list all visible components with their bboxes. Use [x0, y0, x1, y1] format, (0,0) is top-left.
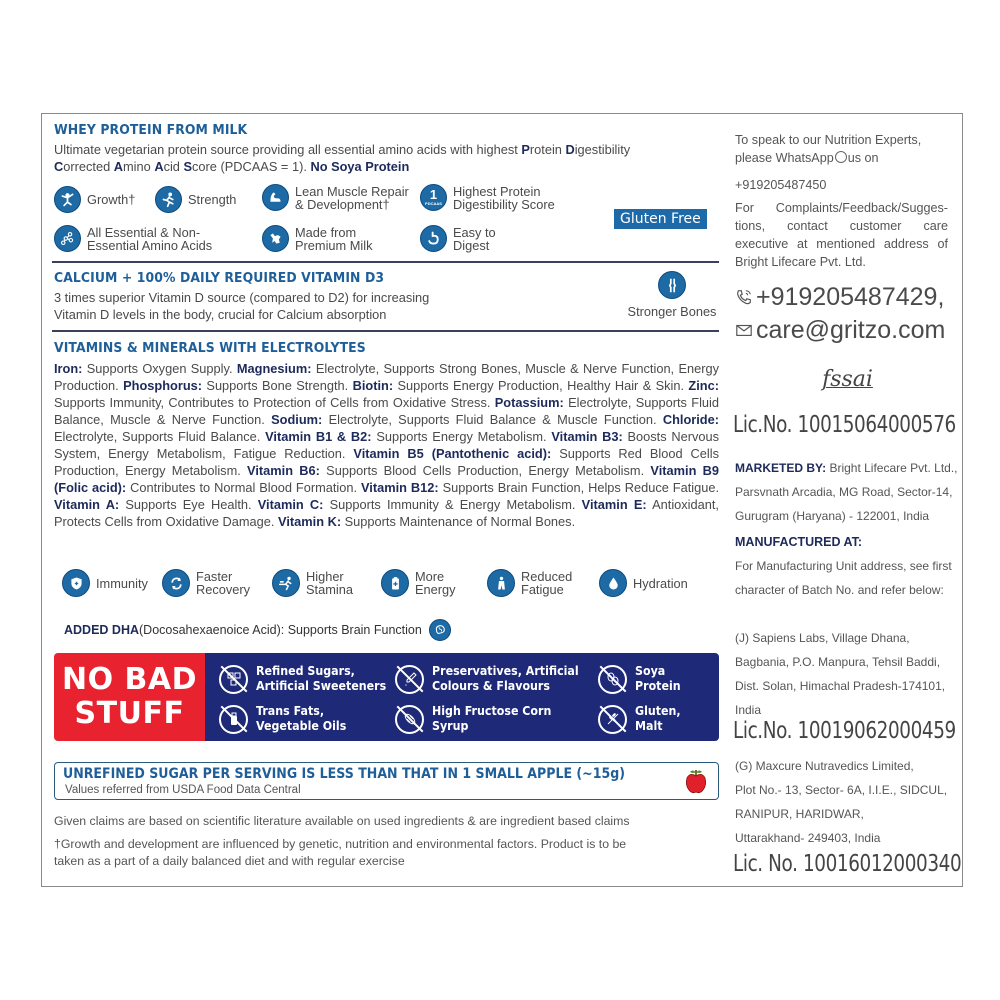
manufacturing-intro: For Manufacturing Unit address, see first character of Batch No. and refer below:	[735, 559, 952, 597]
nutrient-name: Vitamin B5 (Pantothenic acid):	[353, 446, 552, 461]
desc-letter: A	[154, 159, 164, 174]
benefit-label	[306, 570, 353, 596]
dha-text: (Docosahexaenoice Acid): Supports Brain Function	[139, 623, 422, 637]
excluded-preservatives	[395, 664, 595, 694]
badge-label	[295, 185, 409, 211]
email-icon	[735, 321, 753, 339]
badge-easy-digest	[420, 225, 496, 252]
nutrient-name: Vitamin A:	[54, 497, 120, 512]
badge-strength	[155, 186, 236, 213]
address-line: Plot No.- 13, Sector- 6A, I.I.E., SIDCUL,	[735, 783, 948, 797]
label-line: Colours & Flavours	[432, 679, 550, 693]
label-line: Vegetable Oils	[256, 719, 347, 733]
phone-icon	[735, 288, 753, 306]
excluded-label	[256, 704, 346, 734]
milk-icon	[262, 225, 289, 252]
badge-label	[87, 226, 212, 252]
nutrient-text: Electrolyte, Supports Fluid Balance.	[54, 429, 266, 444]
claims-disclaimer: Given claims are based on scientific literature available on used ingredients & are ingredient based claims	[54, 814, 630, 828]
wheat-icon	[598, 705, 627, 734]
label-line: Immunity	[96, 575, 148, 591]
benefit-label	[415, 570, 456, 596]
sugar-comparison-box	[54, 762, 719, 800]
marketed-by	[735, 456, 965, 528]
excluded-corn-syrup	[395, 704, 565, 734]
label-line: Fatigue	[521, 582, 564, 597]
title-line: NO BAD	[61, 662, 198, 697]
marketed-by-address: Bright Lifecare Pvt. Ltd., Parsvnath Arcadia, MG Road, Sector-14, Gurugram (Haryana) - 122001, India	[735, 461, 958, 523]
label-line: More	[415, 569, 445, 584]
manufacturing-unit-g	[735, 754, 965, 850]
section-divider	[52, 330, 719, 332]
nutrient-text: Supports Immunity & Energy Metabolism.	[323, 497, 582, 512]
pdcaas-number: 1	[429, 187, 438, 202]
nutrient-name: Vitamin K:	[278, 514, 342, 529]
recovery-icon	[162, 569, 190, 597]
customer-care-email[interactable]	[735, 315, 945, 345]
desc-text: orrected	[63, 159, 114, 174]
nutrient-name: Vitamin B1 & B2:	[265, 429, 372, 444]
excluded-label	[635, 664, 681, 694]
badge-label: Stronger Bones	[627, 304, 717, 319]
desc-text: cid	[163, 159, 184, 174]
nutrient-text: Antioxidant, Protects Cells from Oxidative Damage.	[54, 497, 719, 529]
badge-growth	[54, 186, 135, 213]
desc-letter: A	[113, 159, 124, 174]
no-bad-stuff-title	[54, 653, 205, 741]
nutrient-text: Supports Energy Production, Healthy Hair & Skin.	[393, 378, 689, 393]
label-line: Stamina	[306, 582, 353, 597]
label-line: Gluten,	[635, 704, 681, 718]
marketed-by-label: MARKETED BY:	[735, 461, 827, 475]
label-line: Highest Protein	[453, 183, 541, 199]
sugar-comparison-title: UNREFINED SUGAR PER SERVING IS LESS THAN THAT IN 1 SMALL APPLE (~15g)	[63, 766, 625, 782]
growth-footnote: †Growth and development are influenced by genetic, nutrition and environmental factors. Product is to be taken as a part of a daily balanced diet and with regular exercise	[54, 837, 627, 868]
benefit-more-energy	[381, 569, 456, 597]
growth-icon	[54, 186, 81, 213]
runner-icon	[272, 569, 300, 597]
nutrient-name: Vitamin B3:	[551, 429, 623, 444]
excluded-refined-sugars	[219, 664, 401, 694]
nutrient-text: Electrolyte, Supports Fluid Balance, Muscle & Nerve Function.	[54, 395, 720, 427]
phone-number: +919205487429,	[756, 283, 945, 311]
benefit-reduced-fatigue	[487, 569, 572, 597]
label-line: & Development†	[295, 196, 390, 212]
badge-premium-milk	[262, 225, 373, 252]
stronger-bones-badge	[617, 271, 727, 319]
pdcaas-text: PDCAAS	[425, 201, 442, 206]
nutrient-text: Supports Eye Health.	[119, 497, 258, 512]
sugar-cubes-icon	[219, 665, 248, 694]
fssai-license-number: Lic.No. 10015064000576	[733, 412, 956, 438]
desc-line: Vitamin D levels in the body, crucial for Calcium absorption	[54, 307, 387, 322]
whey-description	[54, 141, 719, 175]
nutrient-name: Potassium:	[494, 395, 564, 410]
nutrient-text: Electrolyte, Supports Fluid Balance & Muscle Function.	[322, 412, 663, 427]
nutrient-name: Magnesium:	[236, 361, 312, 376]
pdcaas-icon	[420, 184, 447, 211]
label-line: Artificial Sweeteners	[256, 679, 387, 693]
muscle-icon	[262, 184, 289, 211]
badge-label	[295, 226, 373, 252]
gluten-free-badge: Gluten Free	[614, 209, 707, 229]
desc-letter: C	[54, 159, 64, 174]
nutrient-name: Phosphorus:	[123, 378, 203, 393]
label-line: Essential Amino Acids	[87, 237, 213, 253]
nutrient-text: Boosts Nervous System, Energy Metabolism, Fatigue Reduction.	[54, 429, 720, 461]
nutrient-name: Iron:	[54, 361, 83, 376]
label-line: Trans Fats,	[256, 704, 325, 718]
label-line: Preservatives, Artificial	[432, 664, 579, 678]
badge-amino-acids	[54, 225, 212, 252]
label-line: Made from	[295, 224, 357, 240]
corn-icon	[395, 705, 424, 734]
label-line: Higher	[306, 569, 344, 584]
label-line: Energy	[415, 582, 456, 597]
manufacturing-unit-j: (J) Sapiens Labs, Village Dhana, Bagbania, P.O. Manpura, Tehsil Baddi, Dist. Solan, Himachal Pradesh-174101, India	[735, 631, 946, 717]
address-line: RANIPUR, HARIDWAR,	[735, 807, 864, 821]
label-line: Premium Milk	[295, 237, 373, 253]
label-line: Protein	[635, 679, 681, 693]
label-line: Easy to	[453, 224, 496, 240]
nutrient-text: Supports Bone Strength.	[202, 378, 353, 393]
dropper-icon	[395, 665, 424, 694]
excluded-gluten-malt	[598, 704, 686, 734]
strength-icon	[155, 186, 182, 213]
nutrient-name: Sodium:	[271, 412, 323, 427]
benefit-label	[96, 577, 148, 590]
desc-letter: D	[565, 142, 575, 157]
nutrient-text: Electrolyte, Supports Strong Bones, Muscle & Nerve Function, Energy Production.	[54, 361, 719, 393]
oil-bottle-icon	[219, 705, 248, 734]
water-drop-icon	[599, 569, 627, 597]
amino-acids-icon	[54, 225, 81, 252]
bone-joint-icon	[658, 271, 686, 299]
desc-letter: S	[183, 159, 193, 174]
no-bad-stuff-banner	[54, 653, 719, 741]
badge-label: Strength	[188, 192, 237, 207]
no-soya-protein: No Soya Protein	[310, 159, 410, 174]
nutrient-name: Vitamin C:	[257, 497, 324, 512]
excluded-label	[256, 664, 386, 694]
badge-label	[453, 185, 555, 211]
excluded-label	[432, 664, 579, 694]
label-line: Refined Sugars,	[256, 664, 355, 678]
excluded-label	[635, 704, 681, 734]
desc-text: Ultimate vegetarian protein source providing all essential amino acids with highest	[54, 142, 522, 157]
license-number-j: Lic.No. 10019062000459	[733, 718, 956, 744]
nutrient-text: Supports Brain Function, Helps Reduce Fatigue.	[438, 480, 720, 495]
nutrient-text: Contributes to Normal Blood Formation.	[126, 480, 361, 495]
excluded-soya-protein	[598, 664, 686, 694]
benefit-hydration	[599, 569, 688, 597]
calcium-section-title: CALCIUM + 100% DAILY REQUIRED VITAMIN D3	[54, 270, 385, 286]
whatsapp-info	[735, 131, 960, 167]
whatsapp-text: To speak to our Nutrition Experts,	[735, 133, 922, 147]
excluded-trans-fats	[219, 704, 356, 734]
label-line: Malt	[635, 719, 663, 733]
shield-icon	[62, 569, 90, 597]
nutrient-name: Chloride:	[662, 412, 720, 427]
stomach-icon	[420, 225, 447, 252]
excluded-items	[205, 653, 719, 741]
address-line: Uttarakhand- 249403, India	[735, 831, 881, 845]
badge-label: Growth†	[87, 192, 136, 207]
vitamins-description	[54, 360, 719, 530]
label-line: Recovery	[196, 582, 251, 597]
nutrient-name: Vitamin B6:	[247, 463, 320, 478]
apple-icon	[684, 767, 708, 795]
nutrient-text: Supports Blood Cells Production, Energy Metabolism.	[319, 463, 651, 478]
whatsapp-icon	[835, 151, 847, 163]
label-line: Hydration	[633, 575, 688, 591]
badge-lean-muscle	[262, 184, 409, 211]
body-icon	[487, 569, 515, 597]
manufactured-at-label: MANUFACTURED AT:	[735, 535, 863, 549]
label-line: Syrup	[432, 719, 469, 733]
nutrient-text: Supports Oxygen Supply.	[82, 361, 237, 376]
whatsapp-text: us on	[847, 151, 879, 165]
label-line: High Fructose Corn	[432, 704, 552, 718]
label-line: Digestibility Score	[453, 196, 555, 212]
desc-text: rotein	[529, 142, 566, 157]
nutrient-text: Supports Red Blood Cells Production, Energy Metabolism.	[54, 446, 719, 478]
brain-icon	[429, 619, 451, 641]
desc-text: core (PDCAAS = 1).	[192, 159, 311, 174]
benefit-label	[521, 570, 572, 596]
badge-label	[453, 226, 496, 252]
benefit-faster-recovery	[162, 569, 250, 597]
complaints-info: For Complaints/Feedback/Sugges- tions, contact customer care executive at mentioned address of Bright Lifecare Pvt. Ltd.	[735, 201, 948, 269]
title-line: STUFF	[74, 696, 185, 731]
label-line: Lean Muscle Repair	[295, 183, 409, 199]
added-dha-line	[64, 619, 451, 641]
nutrient-name: Vitamin B12:	[361, 480, 439, 495]
nutrient-text: Supports Maintenance of Normal Bones.	[341, 514, 576, 529]
nutrient-name: Biotin:	[352, 378, 394, 393]
badge-pdcaas	[420, 184, 555, 211]
desc-letter: P	[521, 142, 530, 157]
label-line: All Essential & Non-	[87, 224, 201, 240]
whatsapp-text: please WhatsApp	[735, 151, 834, 165]
calcium-description	[54, 289, 484, 323]
desc-text: mino	[123, 159, 155, 174]
label-line: Digest	[453, 237, 490, 253]
nutrient-name: Zinc:	[688, 378, 719, 393]
battery-icon	[381, 569, 409, 597]
nutrient-text: Supports Immunity, Contributes to Protection of Cells from Oxidative Stress.	[54, 395, 495, 410]
soy-icon	[598, 665, 627, 694]
desc-line: 3 times superior Vitamin D source (compared to D2) for increasing	[54, 290, 430, 305]
benefit-immunity	[62, 569, 148, 597]
whey-section-title: WHEY PROTEIN FROM MILK	[54, 122, 248, 138]
email-address: care@gritzo.com	[756, 316, 946, 344]
sugar-comparison-source: Values referred from USDA Food Data Central	[65, 784, 301, 796]
product-label-panel	[41, 113, 963, 887]
dha-label: ADDED DHA	[64, 623, 139, 637]
whatsapp-number[interactable]: +919205487450	[735, 178, 827, 192]
label-line: Reduced	[521, 569, 573, 584]
desc-text: igestibility	[574, 142, 631, 157]
address-line: (G) Maxcure Nutravedics Limited,	[735, 759, 914, 773]
vitamins-section-title: VITAMINS & MINERALS WITH ELECTROLYTES	[54, 340, 366, 356]
nutrient-name: Vitamin E:	[581, 497, 647, 512]
license-number-g: Lic. No. 10016012000340	[733, 851, 962, 877]
section-divider	[52, 261, 719, 263]
nutrient-name: Vitamin B9 (Folic acid):	[54, 463, 719, 495]
nutrient-text: Supports Energy Metabolism.	[371, 429, 552, 444]
fssai-logo: fssai	[822, 367, 873, 392]
label-line: Faster	[196, 569, 233, 584]
excluded-label	[432, 704, 551, 734]
customer-care-phone[interactable]	[735, 282, 944, 312]
benefits-row	[54, 569, 719, 605]
label-line: Soya	[635, 664, 666, 678]
benefit-label	[196, 570, 250, 596]
benefit-higher-stamina	[272, 569, 353, 597]
benefit-label	[633, 577, 688, 590]
